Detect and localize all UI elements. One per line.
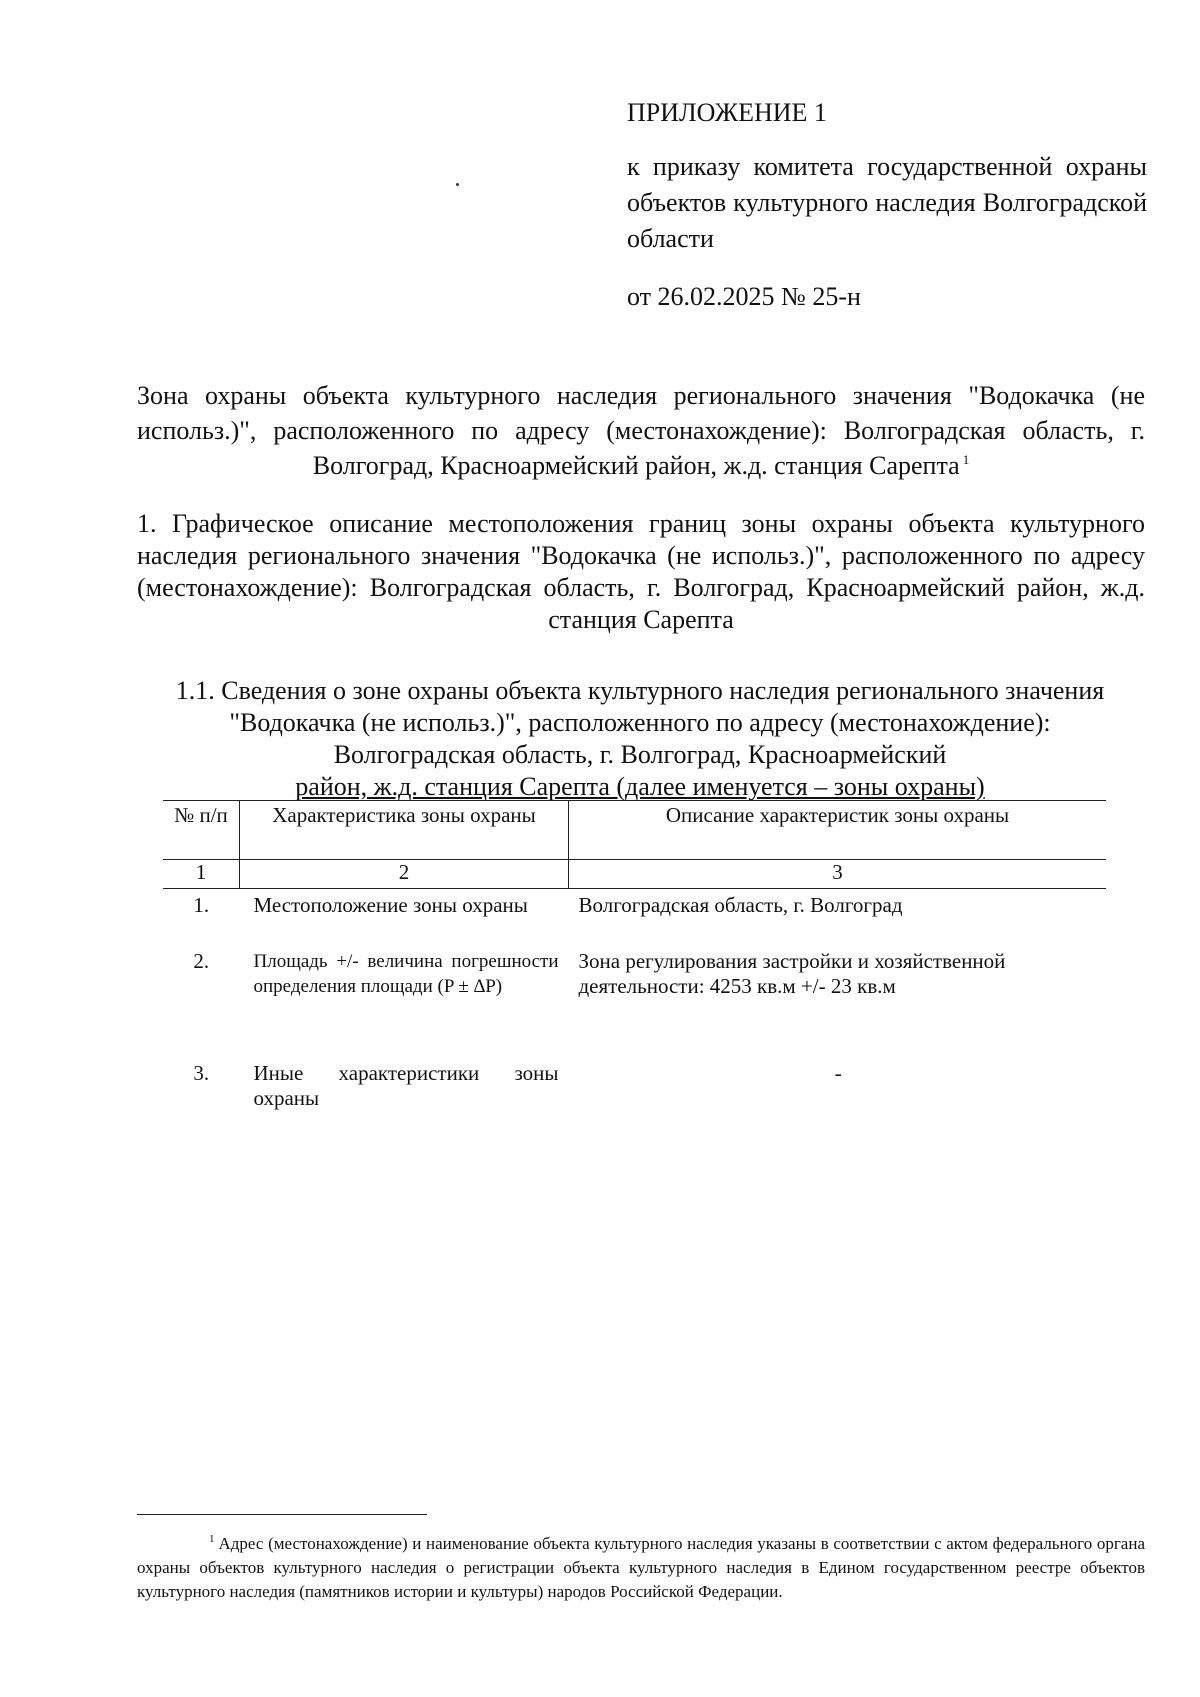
table-row [163, 945, 1106, 1057]
row-number: 2. [193, 949, 210, 973]
table-row [163, 889, 1106, 946]
subsection-1-1-heading [165, 675, 1115, 803]
appendix-title: ПРИЛОЖЕНИЕ 1 [627, 98, 827, 127]
row-description: - [834, 1061, 842, 1085]
appendix-order-reference: к приказу комитета государственной охраны объектов культурного наследия Волгоградской области [627, 152, 1147, 253]
header-number: № п/п [163, 801, 240, 860]
column-number-3: 3 [569, 860, 1107, 889]
scan-speck [456, 183, 459, 186]
row-characteristic: Иные характеристики зоны охраны [253, 1061, 559, 1110]
row-description: Волгоградская область, г. Волгоград [578, 893, 903, 917]
footnote-reference: 1 [962, 452, 970, 468]
table-row [163, 1057, 1106, 1141]
row-characteristic: Площадь +/- величина погрешности определения площади (P ± ∆P) [253, 951, 559, 997]
subsection-1-1-text-last: район, ж.д. станция Сарепта (далее именуется – зоны охраны) [295, 772, 985, 801]
row-description: Зона регулирования застройки и хозяйственной деятельности: 4253 кв.м +/- 23 кв.м [578, 949, 1006, 998]
subsection-1-1-text: 1.1. Сведения о зоне охраны объекта культурного наследия регионального значения "Водокачка (не использ.)", расположенного по адресу (местонахождение): Волгоградская область, г. Волгоград, Красноармейский [175, 676, 1105, 769]
footnote [137, 1532, 1145, 1604]
table-column-numbers-row [163, 860, 1106, 889]
header-characteristic: Характеристика зоны охраны [240, 801, 569, 860]
appendix-date: от 26.02.2025 № 25-н [627, 282, 861, 311]
row-number: 1. [193, 893, 210, 917]
zone-title [137, 378, 1145, 483]
footnote-mark: 1 [209, 1533, 215, 1546]
footnote-text: Адрес (местонахождение) и наименование объекта культурного наследия указаны в соответствии с актом федерального органа охраны объектов культурного наследия о регистрации объекта культурного наследия в Едином государственном реестре объектов культурного наследия (памятников истории и культуры) народов Российской Федерации. [137, 1534, 1145, 1601]
appendix-header [627, 95, 1147, 315]
row-characteristic: Местоположение зоны охраны [253, 893, 528, 917]
header-description: Описание характеристик зоны охраны [569, 801, 1107, 860]
column-number-2: 2 [240, 860, 569, 889]
footnote-separator [137, 1514, 427, 1515]
zone-info-table [163, 800, 1106, 1141]
column-number-1: 1 [163, 860, 240, 889]
row-number: 3. [193, 1061, 210, 1085]
table-header-row [163, 801, 1106, 860]
section-1-heading: 1. Графическое описание местоположения границ зоны охраны объекта культурного наследия регионального значения "Водокачка (не использ.)", расположенного по адресу (местонахождение): Волгоградская область, г. Волгоград, Красноармейский район, ж.д. станция Сарепта [137, 509, 1145, 634]
zone-title-text: Зона охраны объекта культурного наследия регионального значения "Водокачка (не использ.)", расположенного по адресу (местонахождение): Волгоградская область, г. Волгоград, Красноармейский район, ж.д. станция Сарепта [137, 381, 1145, 480]
